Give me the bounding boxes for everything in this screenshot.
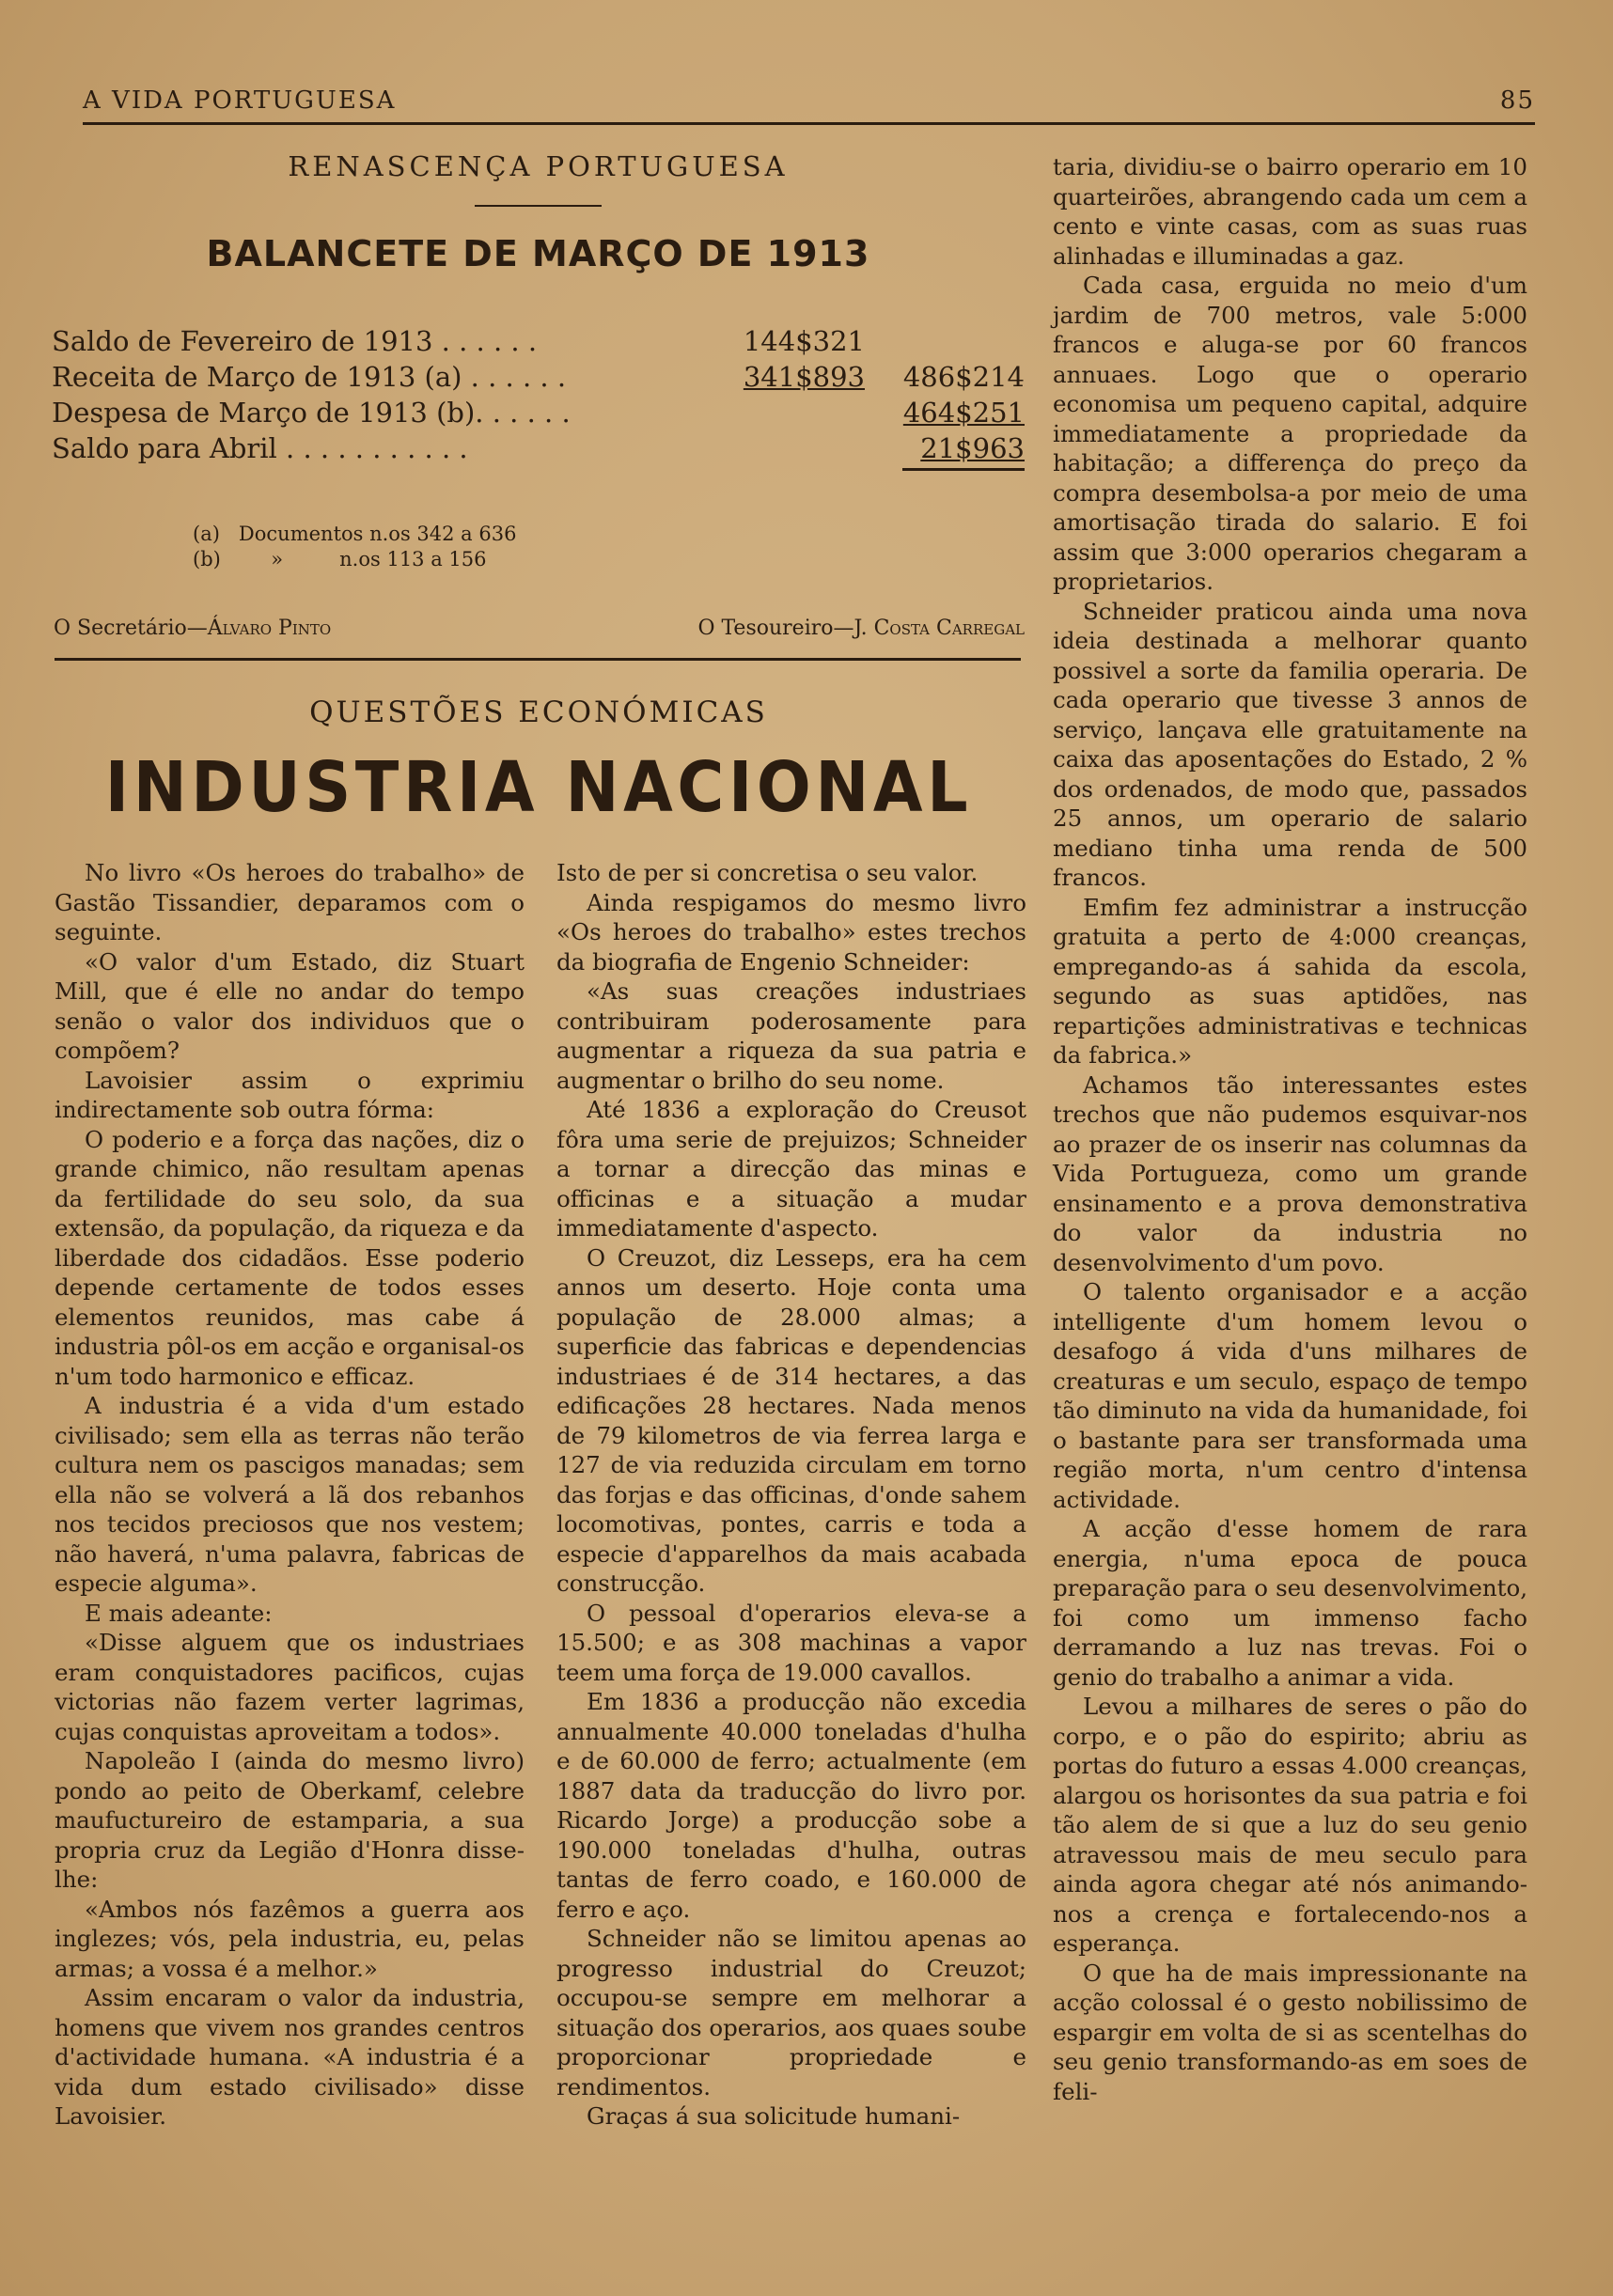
paragraph: «Disse alguem que os industriaes eram conquistadores pacificos, cujas victorias não fazem verter lagrimas, cujas conquistas aproveitam a todos». <box>55 1629 525 1745</box>
balancete-section <box>52 150 1025 654</box>
signatures <box>52 617 1025 654</box>
ledger-row <box>52 397 1025 432</box>
short-divider <box>475 205 602 207</box>
ledger-row <box>52 361 1025 397</box>
ledger-label: Receita de Março de 1913 (a) . . . . . . <box>52 361 567 393</box>
page-number: 85 <box>1499 86 1535 115</box>
paragraph: Lavoisier assim o exprimiu indirectamente sob outra fórma: <box>55 1066 525 1123</box>
paragraph: Cada casa, erguida no meio d'um jardim de 700 metros, vale 5:000 francos e aluga-se por 60 francos annuaes. Logo que o operario economisa um pequeno capital, adquire immediatamente a propriedade da habitação; a differença do preço da compra desembolsa-a por meio de uma amortisação tirada do salario. E foi assim que 3:000 operarios chegaram a proprietarios. <box>1053 272 1527 595</box>
ledger-row <box>52 432 1025 468</box>
paragraph: O poderio e a força das nações, diz o grande chimico, não resultam apenas da fertilidade do seu solo, da sua extensão, da população, da riqueza e da liberdade dos cidadãos. Esse poderio depende certamente de todos esses elementos reunidos, mas cabe á industria pôl-os em acção e organisal-os n'um todo harmonico e efficaz. <box>55 1125 525 1390</box>
ledger-label: Saldo para Abril . . . . . . . . . . . <box>52 432 468 464</box>
paragraph: A industria é a vida d'um estado civilisado; sem ella as terras não terão cultura nem os pascigos manadas; sem ella não se volverá a lã dos rebanhos nos tecidos preciosos que nos vestem; não haverá, n'uma palavra, fabricas de especie alguma». <box>55 1392 525 1597</box>
ledger-value: 341$893 <box>743 361 865 393</box>
paragraph: O que ha de mais impressionante na acção colossal é o gesto nobilissimo de espargir em volta de si as scentelhas do seu genio transformando-as em soes de feli- <box>1053 1959 1527 2105</box>
paragraph: Achamos tão interessantes estes trechos que não pudemos esquivar-nos ao prazer de os inserir nas columnas da Vida Portugueza, como um grande ensinamento e a prova demonstrativa do valor da industria no desenvolvimento d'um povo. <box>1053 1070 1527 1276</box>
ledger-total: 464$251 <box>902 397 1025 429</box>
balancete-title: BALANCETE DE MARÇO DE 1913 <box>206 233 870 274</box>
paragraph: Em 1836 a producção não excedia annualmente 40.000 toneladas d'hulha e de 60.000 de ferro; actualmente (em 1887 data da traducção do livro por. Ricardo Jorge) a producção sobe a 190.000 toneladas d'hulha, outras tantas de ferro coado, e 160.000 de ferro e aço. <box>556 1688 1026 1923</box>
paragraph: Levou a milhares de seres o pão do corpo, e o pão do espirito; abriu as portas do futuro a essas 4.000 creanças, alargou os horisontes da sua patria e foi tão alem de si que a luz do seu genio atravessou mais de meu seculo para ainda agora chegar até nós animando-nos a crença e fortalecendo-nos a esperança. <box>1053 1693 1527 1957</box>
paragraph: A acção d'esse homem de rara energia, n'uma epoca de pouca preparação para o seu desenvolvimento, foi como um immenso facho derramando a luz nas trevas. Foi o genio do trabalho a animar a vida. <box>1053 1515 1527 1691</box>
ledger-total: 486$214 <box>902 361 1025 393</box>
paragraph: Assim encaram o valor da industria, homens que vivem nos grandes centros d'actividade humana. «A industria é a vida dum estado civilisado» disse Lavoisier. <box>55 1984 525 2130</box>
paragraph: Emfim fez administrar a instrucção gratuita a perto de 4:000 creanças, empregando-as á sahida da escola, segundo as suas aptidões, nas repartições administrativas e technicas da fabrica.» <box>1053 893 1527 1069</box>
paragraph: E mais adeante: <box>85 1599 273 1627</box>
secretary-name: Álvaro Pinto <box>207 617 332 640</box>
article-column-1 <box>55 858 525 2132</box>
paragraph: O talento organisador e a acção intelligente d'um homem levou o desafogo á vida d'uns milhares de creaturas e um seculo, espaço de tempo tão diminuto na vida da humanidade, foi o bastante para ser transformada uma região morta, n'um centro d'intensa actividade. <box>1053 1278 1527 1513</box>
treasurer-prefix: O Tesoureiro—J. <box>697 617 874 640</box>
running-header <box>83 86 1535 125</box>
ledger-value: 144$321 <box>743 325 865 357</box>
paragraph: Até 1836 a exploração do Creusot fôra uma serie de prejuizos; Schneider a tornar a direcção das minas e officinas e a situação a mudar immediatamente d'aspecto. <box>556 1096 1026 1242</box>
paragraph: Schneider praticou ainda uma nova ideia destinada a melhorar quanto possivel a sorte da familia operaria. De cada operario que tivesse 3 annos de serviço, lançava elle gratuitamente na caixa das aposentações do Estado, 2 % dos ordenados, de modo que, passados 25 annos, um operario de salario mediano tinha uma renda de 500 francos. <box>1053 597 1527 891</box>
paragraph: No livro «Os heroes do trabalho» de Gastão Tissandier, deparamos com o seguinte. <box>55 859 525 945</box>
section-label: QUESTÕES ECONÓMICAS <box>309 695 768 729</box>
note-b: (b) » n.os 113 a 156 <box>193 548 487 570</box>
treasurer-name: Costa Carregal <box>873 617 1025 640</box>
ledger-total: 21$963 <box>920 432 1025 464</box>
ledger-table <box>52 325 1025 468</box>
paragraph: taria, dividiu-se o bairro operario em 10 quarteirões, abrangendo cada um cem a cento e vinte casas, com as suas ruas alinhadas e illuminadas a gaz. <box>1053 153 1527 270</box>
ledger-row <box>52 325 1025 361</box>
article-column-3 <box>1053 152 1527 2106</box>
paragraph: «Ambos nós fazêmos a guerra aos inglezes; vós, pela industria, eu, pelas armas; a vossa é a melhor.» <box>55 1895 525 1982</box>
total-rule <box>902 468 1025 471</box>
paragraph: «O valor d'um Estado, diz Stuart Mill, que é elle no andar do tempo senão o valor dos individuos que o compõem? <box>55 947 525 1064</box>
ledger-label: Saldo de Fevereiro de 1913 . . . . . . <box>52 325 538 357</box>
ledger-notes <box>193 523 1025 573</box>
paragraph: Napoleão I (ainda do mesmo livro) pondo ao peito de Oberkamf, celebre maufuctureiro de estamparia, a sua propria cruz da Legião d'Honra disse-lhe: <box>55 1747 525 1893</box>
secretary-signature <box>54 617 331 640</box>
society-name: RENASCENÇA PORTUGUESA <box>288 150 789 182</box>
paragraph: Ainda respigamos do mesmo livro «Os heroes do trabalho» estes trechos da biografia de Engenio Schneider: <box>556 888 1026 976</box>
journal-title: A VIDA PORTUGUESA <box>83 86 397 115</box>
section-divider <box>55 658 1021 661</box>
paragraph: «As suas creações industriaes contribuiram poderosamente para augmentar a riqueza da sua patria e augmentar o brilho do seu nome. <box>556 977 1026 1094</box>
article-column-2 <box>556 858 1026 2132</box>
note-a: (a) Documentos n.os 342 a 636 <box>193 523 517 545</box>
paragraph: O pessoal d'operarios eleva-se a 15.500; e as 308 machinas a vapor teem uma força de 19.000 cavallos. <box>556 1599 1026 1686</box>
ledger-label: Despesa de Março de 1913 (b). . . . . . <box>52 397 571 429</box>
paragraph: Isto de per si concretisa o seu valor. <box>556 859 979 886</box>
secretary-prefix: O Secretário— <box>54 617 208 640</box>
article-headline: INDUSTRIA NACIONAL <box>104 747 973 828</box>
paragraph: Graças á sua solicitude humani- <box>587 2102 961 2130</box>
treasurer-signature <box>697 617 1025 640</box>
paragraph: Schneider não se limitou apenas ao progresso industrial do Creuzot; occupou-se sempre em melhorar a situação dos operarios, aos quaes soube proporcionar propriedade e rendimentos. <box>556 1925 1026 2101</box>
paragraph: O Creuzot, diz Lesseps, era ha cem annos um deserto. Hoje conta uma população de 28.000 almas; a superficie das fabricas e dependencias industriaes é de 314 hectares, a das edificações 28 hectares. Nada menos de 79 kilometros de via ferrea larga e 127 de via reduzida circulam em torno das forjas e das officinas, d'onde sahem locomotivas, pontes, carris e toda a especie d'apparelhos da mais acabada construcção. <box>556 1243 1026 1597</box>
